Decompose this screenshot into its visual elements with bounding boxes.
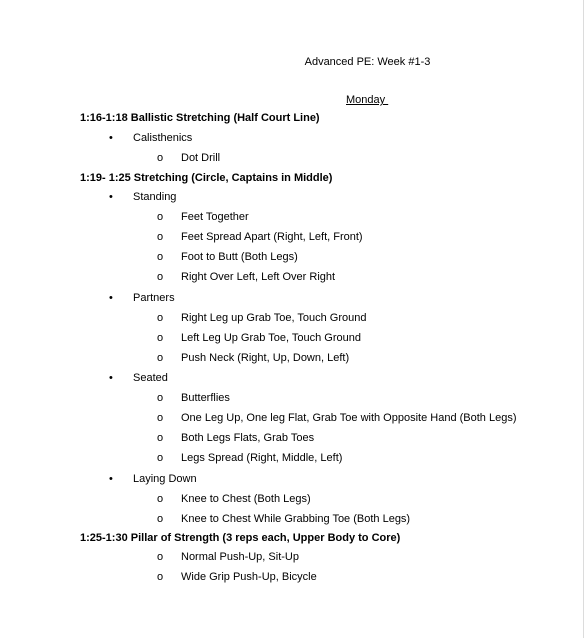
sub-marker: o <box>157 332 164 344</box>
sub-item <box>157 210 249 224</box>
sub-marker: o <box>157 352 164 364</box>
document-title: Advanced PE: Week #1-3 <box>304 56 431 68</box>
bullet-marker: • <box>109 473 113 485</box>
bullet-marker: • <box>109 132 113 144</box>
sub-marker: o <box>157 551 164 563</box>
sub-item <box>157 411 517 425</box>
bullet-item <box>109 291 175 305</box>
sub-marker: o <box>157 513 164 525</box>
sub-item-label: One Leg Up, One leg Flat, Grab Toe with Opposite Hand (Both Legs) <box>181 412 517 424</box>
bullet-label: Laying Down <box>133 473 197 485</box>
sub-marker: o <box>157 251 164 263</box>
bullet-item <box>109 131 193 145</box>
sub-marker: o <box>157 271 164 283</box>
section-heading: 1:25-1:30 Pillar of Strength (3 reps each, Upper Body to Core) <box>80 532 401 544</box>
sub-marker: o <box>157 452 164 464</box>
sub-marker: o <box>157 231 164 243</box>
bullet-marker: • <box>109 372 113 384</box>
section-heading: 1:19- 1:25 Stretching (Circle, Captains in Middle) <box>80 172 333 184</box>
sub-item-label: Right Over Left, Left Over Right <box>181 271 336 283</box>
sub-item <box>157 351 350 365</box>
sub-item <box>157 230 363 244</box>
sub-item-label: Normal Push-Up, Sit-Up <box>181 551 299 563</box>
sub-marker: o <box>157 571 164 583</box>
sub-marker: o <box>157 412 164 424</box>
sub-item-label: Knee to Chest While Grabbing Toe (Both Legs) <box>181 513 411 525</box>
bullet-item <box>109 190 177 204</box>
bullet-label: Standing <box>133 191 177 203</box>
sub-item <box>157 391 230 405</box>
sub-marker: o <box>157 493 164 505</box>
sub-item <box>157 151 221 165</box>
sub-item-label: Both Legs Flats, Grab Toes <box>181 432 315 444</box>
sub-item-label: Legs Spread (Right, Middle, Left) <box>181 452 343 464</box>
sub-marker: o <box>157 392 164 404</box>
sub-item <box>157 331 361 345</box>
sub-item-label: Wide Grip Push-Up, Bicycle <box>181 571 317 583</box>
sub-item <box>157 492 311 506</box>
sub-marker: o <box>157 432 164 444</box>
sub-item <box>157 512 411 526</box>
bullet-item <box>109 371 168 385</box>
sub-item <box>157 270 336 284</box>
sub-item-label: Dot Drill <box>181 152 221 164</box>
bullet-label: Calisthenics <box>133 132 193 144</box>
sub-item <box>157 570 317 584</box>
section-heading: 1:16-1:18 Ballistic Stretching (Half Court Line) <box>80 112 320 124</box>
sub-item-label: Right Leg up Grab Toe, Touch Ground <box>181 312 367 324</box>
day-heading: Monday <box>346 94 389 106</box>
bullet-label: Partners <box>133 292 175 304</box>
sub-item-label: Knee to Chest (Both Legs) <box>181 493 311 505</box>
sub-item <box>157 311 367 325</box>
sub-item <box>157 431 315 445</box>
sub-item <box>157 250 298 264</box>
bullet-marker: • <box>109 292 113 304</box>
sub-marker: o <box>157 211 164 223</box>
bullet-label: Seated <box>133 372 168 384</box>
sub-item-label: Feet Together <box>181 211 249 223</box>
sub-item-label: Foot to Butt (Both Legs) <box>181 251 298 263</box>
sub-item <box>157 451 343 465</box>
sub-item-label: Feet Spread Apart (Right, Left, Front) <box>181 231 363 243</box>
sub-marker: o <box>157 312 164 324</box>
bullet-marker: • <box>109 191 113 203</box>
sub-item-label: Butterflies <box>181 392 230 404</box>
bullet-item <box>109 472 197 486</box>
sub-marker: o <box>157 152 164 164</box>
sub-item-label: Left Leg Up Grab Toe, Touch Ground <box>181 332 361 344</box>
sub-item <box>157 550 299 564</box>
sub-item-label: Push Neck (Right, Up, Down, Left) <box>181 352 350 364</box>
